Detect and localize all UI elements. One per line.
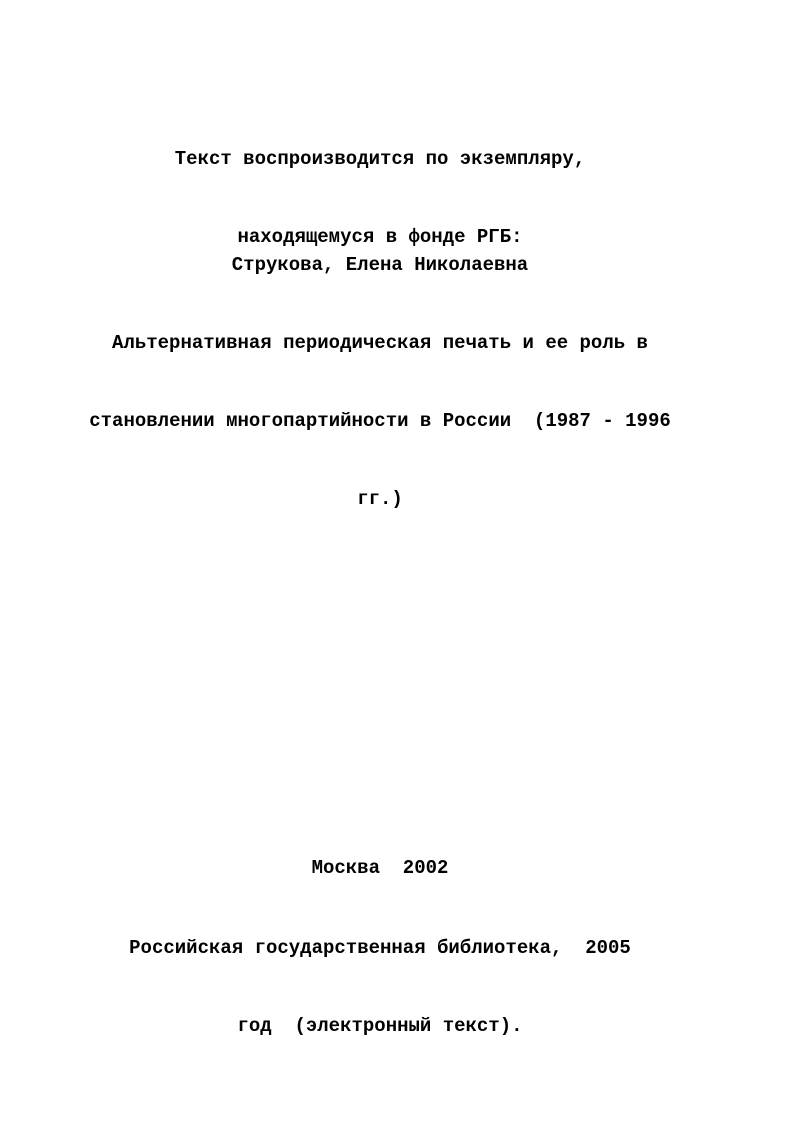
library-credit <box>0 883 760 1091</box>
reproduction-notice-line-1: Текст воспроизводится по экземпляру, <box>174 148 586 170</box>
reproduction-notice-line-2: находящемуся в фонде РГБ: <box>237 226 523 248</box>
author-name-text: Струкова, Елена Николаевна <box>231 254 529 276</box>
document-title-line-2: становлении многопартийности в России (1987 - 1996 <box>89 410 671 432</box>
document-title-line-3: гг.) <box>357 488 403 510</box>
imprint-text: Москва 2002 <box>311 857 449 879</box>
library-credit-line-2: год (электронный текст). <box>237 1015 523 1037</box>
document-title-line-1: Альтернативная периодическая печать и ее роль в <box>112 332 648 354</box>
document-title <box>0 278 760 564</box>
library-credit-line-1: Российская государственная библиотека, 2005 <box>129 937 631 959</box>
